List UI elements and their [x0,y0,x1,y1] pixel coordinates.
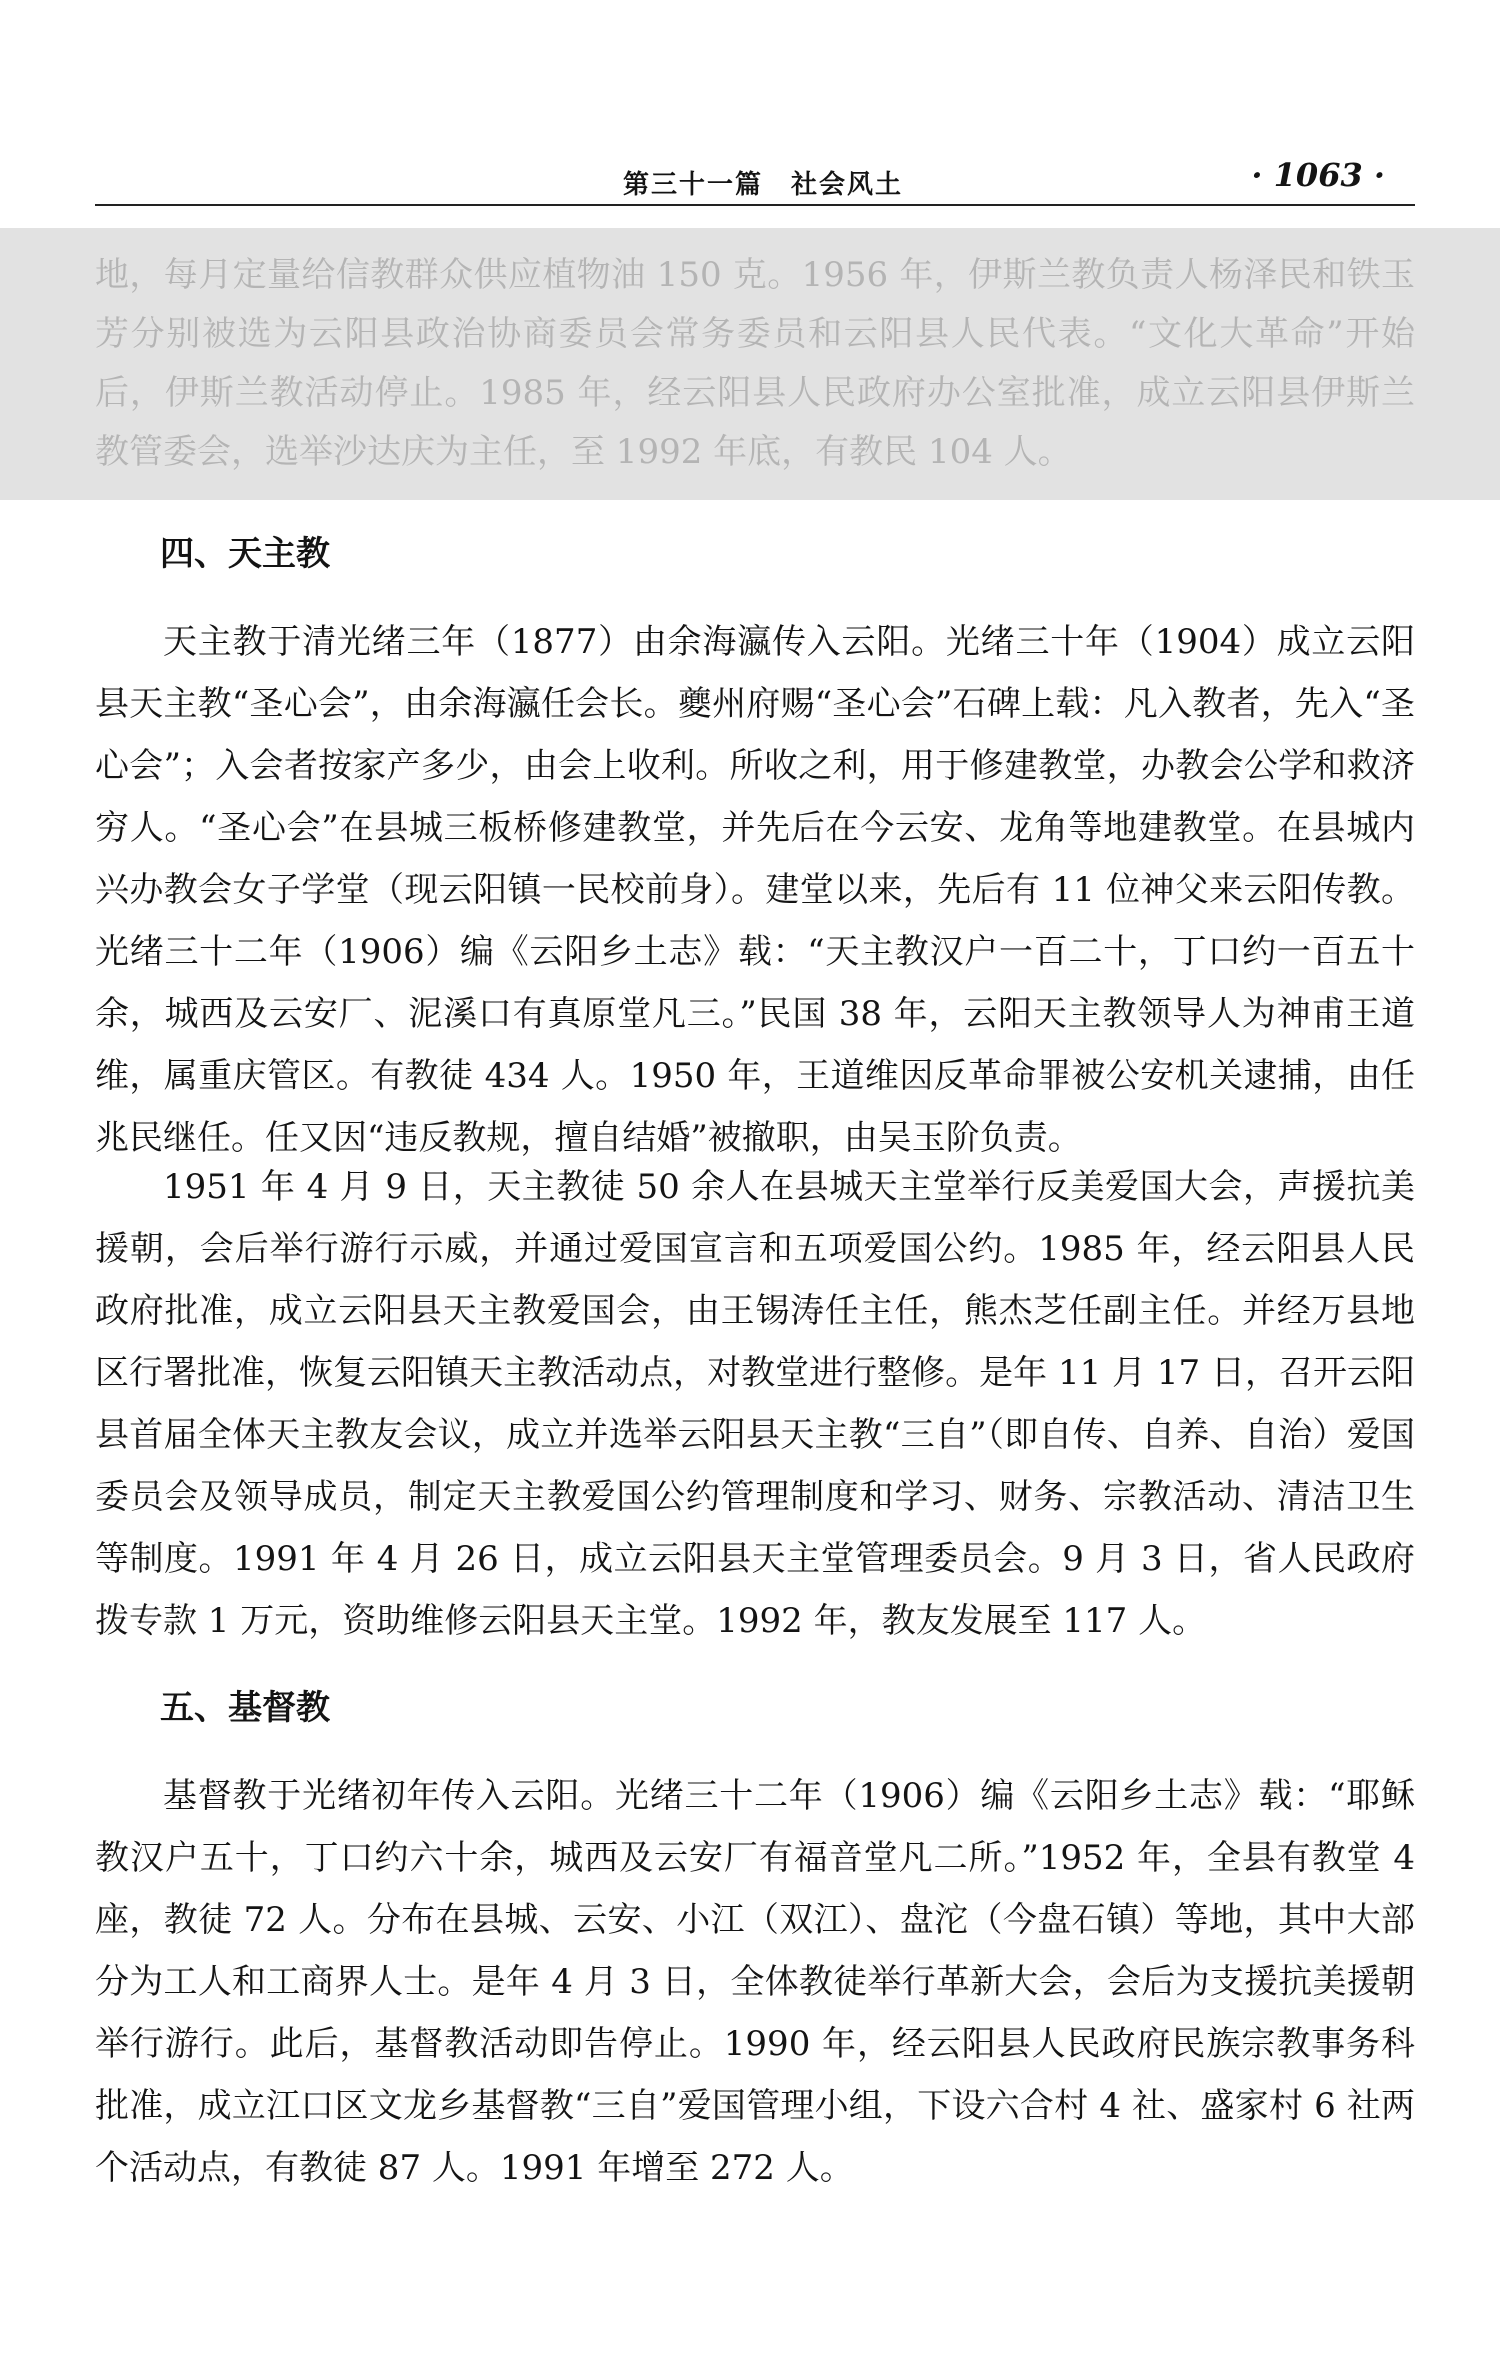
header-rule [95,204,1415,206]
section-heading-christianity: 五、基督教 [160,1688,330,1728]
chapter-title: 第三十一篇 社会风土 [623,170,904,200]
paragraph: 基督教于光绪初年传入云阳。光绪三十二年（1906）编《云阳乡土志》载：“耶稣教汉户五十，丁口约六十余，城西及云安厂有福音堂凡二所。”1952 年，全县有教堂 4 座，教徒 72 人。分布在县城、云安、小江（双江）、盘沱（今盘石镇）等地，其中大部分为工人和工商界人士。是年 4 月 3 日，全体教徒举行革新大会，会后为支援抗美援朝举行游行。此后，基督教活动即告停止。1990 年，经云阳县人民政府民族宗教事务科批准，成立江口区文龙乡基督教“三自”爱国管理小组，下设六合村 4 社、盛家村 6 社两个活动点，有教徒 87 人。1991 年增至 272 人。 [95,1776,1415,2188]
carryover-block [0,228,1500,500]
page-number: · 1063 · [1251,156,1385,194]
paragraph: 1951 年 4 月 9 日，天主教徒 50 余人在县城天主堂举行反美爱国大会，声援抗美援朝，会后举行游行示威，并通过爱国宣言和五项爱国公约。1985 年，经云阳县人民政府批准，成立云阳县天主教爱国会，由王锡涛任主任，熊杰芝任副主任。并经万县地区行署批准，恢复云阳镇天主教活动点，对教堂进行整修。是年 11 月 17 日，召开云阳县首届全体天主教友会议，成立并选举云阳县天主教“三自”（即自传、自养、自治）爱国委员会及领导成员，制定天主教爱国公约管理制度和学习、财务、宗教活动、清洁卫生等制度。1991 年 4 月 26 日，成立云阳县天主堂管理委员会。9 月 3 日，省人民政府拨专款 1 万元，资助维修云阳县天主堂。1992 年，教友发展至 117 人。 [95,1167,1415,1641]
paragraph: 天主教于清光绪三年（1877）由余海瀛传入云阳。光绪三十年（1904）成立云阳县天主教“圣心会”，由余海瀛任会长。夔州府赐“圣心会”石碑上载：凡入教者，先入“圣心会”；入会者按家产多少，由会上收利。所收之利，用于修建教堂，办教会公学和救济穷人。“圣心会”在县城三板桥修建教堂，并先后在今云安、龙角等地建教堂。在县城内兴办教会女子学堂（现云阳镇一民校前身）。建堂以来，先后有 11 位神父来云阳传教。光绪三十二年（1906）编《云阳乡土志》载：“天主教汉户一百二十，丁口约一百五十余，城西及云安厂、泥溪口有真原堂凡三。”民国 38 年，云阳天主教领导人为神甫王道维，属重庆管区。有教徒 434 人。1950 年，王道维因反革命罪被公安机关逮捕，由任兆民继任。任又因“违反教规，擅自结婚”被撤职，由吴玉阶负责。 [95,622,1415,1158]
carryover-paragraph: 地，每月定量给信教群众供应植物油 150 克。1956 年，伊斯兰教负责人杨泽民和铁玉芳分别被选为云阳县政治协商委员会常务委员和云阳县人民代表。“文化大革命”开始后，伊斯兰教活动停止。1985 年，经云阳县人民政府办公室批准，成立云阳县伊斯兰教管委会，选举沙达庆为主任，至 1992 年底，有教民 104 人。 [95,255,1415,472]
running-header [95,152,1415,202]
section-heading-catholicism: 四、天主教 [160,534,330,574]
